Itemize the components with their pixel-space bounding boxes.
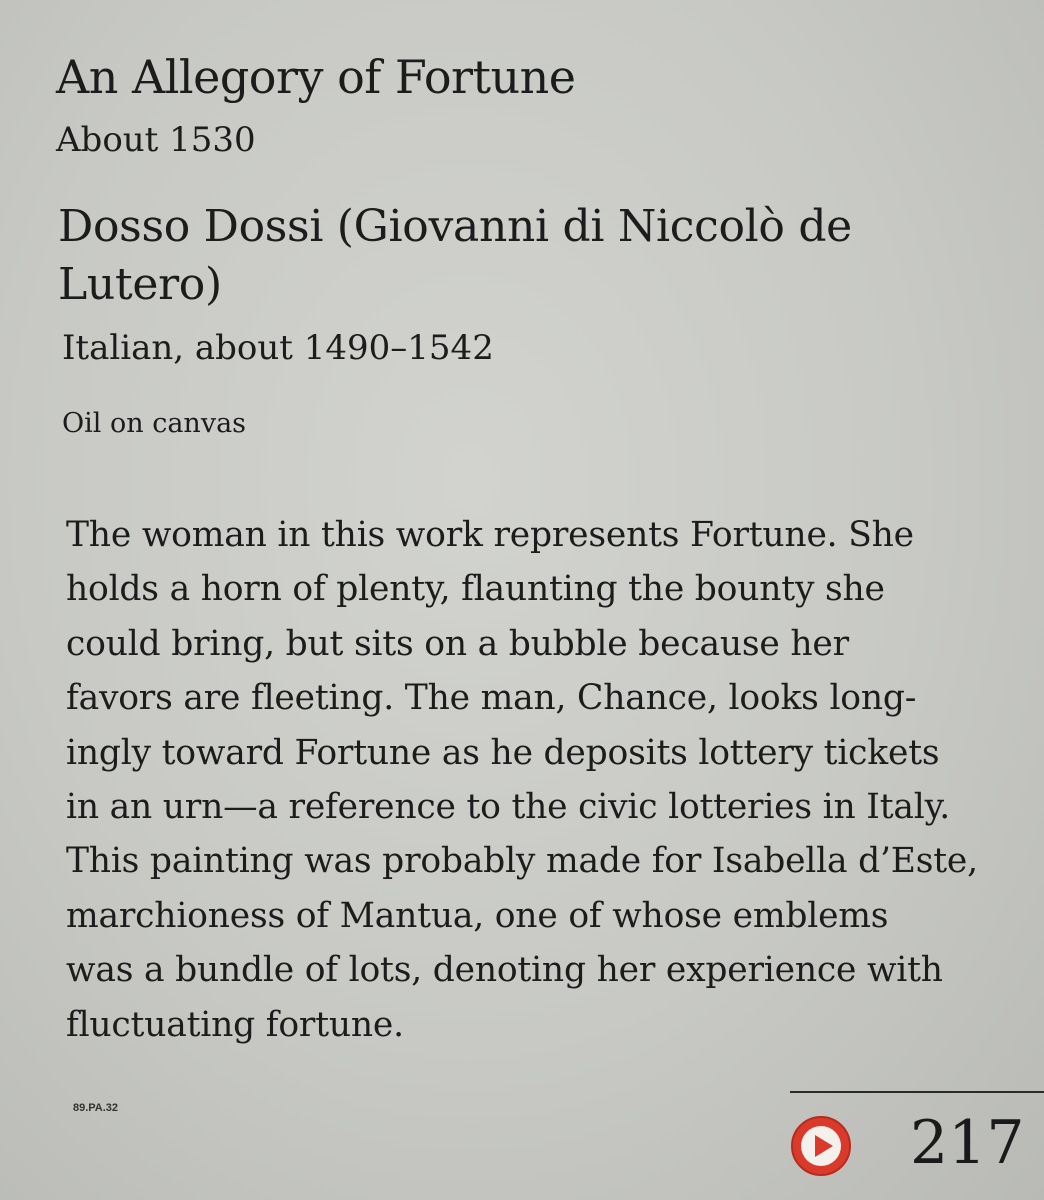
artwork-description bbox=[66, 508, 978, 1052]
artist-name: Dosso Dossi (Giovanni di Niccolò de Lutero) bbox=[58, 201, 852, 310]
description-line: fluctuating fortune. bbox=[66, 1004, 404, 1045]
description-line: ingly toward Fortune as he deposits lottery tickets bbox=[66, 732, 940, 773]
description-line: in an urn—a reference to the civic lotteries in Italy. bbox=[66, 786, 951, 827]
artwork-date: About 1530 bbox=[56, 120, 256, 160]
description-line: marchioness of Mantua, one of whose emblems bbox=[66, 895, 889, 936]
audio-stop-number: 217 bbox=[910, 1108, 1025, 1178]
play-icon bbox=[790, 1115, 852, 1177]
description-line: favors are fleeting. The man, Chance, looks long- bbox=[66, 678, 917, 719]
divider-line bbox=[790, 1091, 1044, 1093]
description-line: was a bundle of lots, denoting her experience with bbox=[66, 950, 943, 991]
accession-number: 89.PA.32 bbox=[73, 1102, 119, 1114]
description-line: This painting was probably made for Isabella d’Este, bbox=[66, 841, 978, 882]
artist-nationality: Italian, about 1490–1542 bbox=[62, 328, 494, 368]
description-line: The woman in this work represents Fortune. She bbox=[66, 515, 914, 555]
artwork-medium: Oil on canvas bbox=[62, 408, 247, 439]
description-line: holds a horn of plenty, flaunting the bounty she bbox=[66, 569, 885, 610]
description-line: could bring, but sits on a bubble because her bbox=[66, 623, 849, 664]
artwork-title: An Allegory of Fortune bbox=[56, 50, 576, 104]
